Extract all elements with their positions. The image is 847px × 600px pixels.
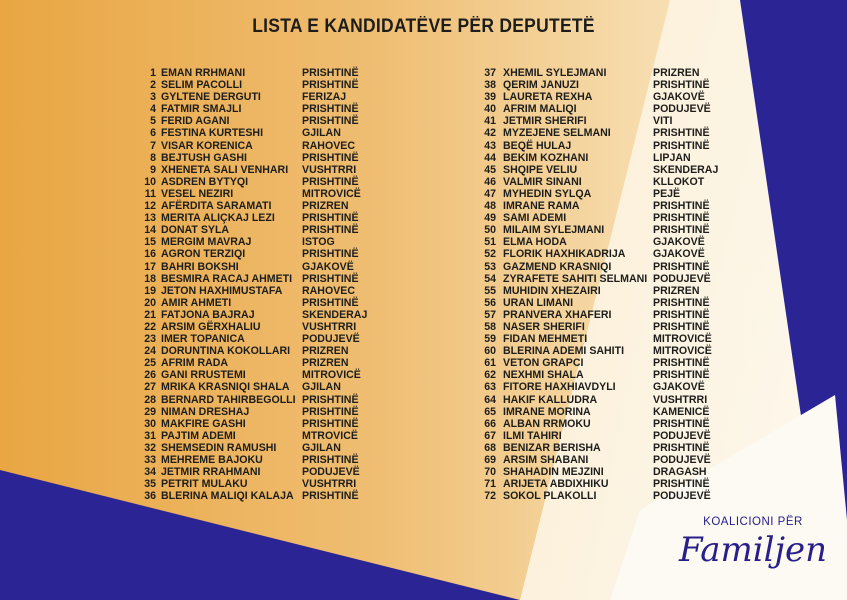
candidate-number: 20 — [144, 296, 156, 309]
candidate-number: 64 — [484, 393, 496, 406]
candidate-row — [470, 478, 710, 490]
candidate-row — [470, 321, 710, 333]
candidate-row — [470, 454, 710, 466]
candidate-row — [470, 442, 710, 454]
candidate-name: AGRON TERZIQI — [161, 248, 246, 261]
candidate-city: MTROVICË — [302, 429, 358, 442]
candidate-city: DRAGASH — [653, 466, 707, 479]
candidate-city: PODUJEVË — [302, 333, 360, 346]
candidate-row — [470, 188, 710, 200]
candidate-name: XHENETA SALI VENHARI — [161, 163, 289, 176]
candidate-row — [130, 79, 370, 91]
candidate-number: 22 — [144, 320, 156, 333]
candidate-city: MITROVICË — [653, 333, 712, 346]
candidate-number: 6 — [150, 127, 156, 140]
candidate-row — [470, 357, 710, 369]
candidate-number: 2 — [150, 79, 156, 92]
candidate-number: 68 — [484, 441, 496, 454]
candidate-row — [130, 394, 370, 406]
candidate-number: 59 — [484, 333, 496, 346]
candidate-name: GYLTENE DERGUTI — [161, 91, 261, 104]
candidate-row — [470, 406, 710, 418]
candidate-name: NASER SHERIFI — [503, 320, 585, 333]
candidate-row — [470, 273, 710, 285]
candidate-name: FITORE HAXHIAVDYLI — [503, 381, 616, 394]
candidate-number: 52 — [484, 248, 496, 261]
candidate-number: 54 — [484, 272, 496, 285]
candidate-city: PRISHTINË — [302, 67, 359, 79]
candidate-row — [130, 285, 370, 297]
candidate-number: 53 — [484, 260, 496, 273]
candidate-city: PRISHTINË — [653, 212, 710, 225]
candidate-name: JETON HAXHIMUSTAFA — [161, 284, 283, 297]
candidate-row — [130, 115, 370, 127]
candidate-city: PRISHTINË — [653, 139, 710, 152]
candidate-name: MERITA ALIÇKAJ LEZI — [161, 212, 275, 225]
candidate-row — [130, 236, 370, 248]
candidate-row — [470, 394, 710, 406]
candidate-city: LIPJAN — [653, 151, 691, 164]
candidate-number: 24 — [144, 345, 156, 358]
candidate-name: MERGIM MAVRAJ — [161, 236, 252, 249]
candidate-city: PRISHTINË — [302, 224, 359, 237]
candidate-row — [470, 67, 710, 79]
candidate-name: NIMAN DRESHAJ — [161, 405, 250, 418]
candidate-number: 47 — [484, 187, 496, 200]
candidate-name: MILAIM SYLEJMANI — [503, 224, 605, 237]
candidate-city: PRISHTINË — [302, 272, 359, 285]
candidate-city: ISTOG — [302, 236, 335, 249]
candidate-name: PETRIT MULAKU — [161, 478, 248, 491]
candidate-number: 4 — [150, 103, 156, 116]
candidate-name: MYHEDIN SYLQA — [503, 187, 592, 200]
candidate-city: KLLOKOT — [653, 175, 705, 188]
candidate-city: PRISHTINË — [653, 224, 710, 237]
candidate-number: 18 — [144, 272, 156, 285]
candidate-name: BLERINA ADEMI SAHITI — [503, 345, 625, 358]
candidate-city: PRISHTINË — [653, 308, 710, 321]
candidate-row — [470, 381, 710, 393]
candidate-city: PRIZREN — [653, 284, 700, 297]
candidate-name: ARIJETA ABDIXHIKU — [503, 478, 609, 491]
candidate-row — [130, 140, 370, 152]
candidate-number: 29 — [144, 405, 156, 418]
candidate-row — [470, 333, 710, 345]
candidate-city: PODUJEVË — [302, 466, 360, 479]
candidate-name: ASDREN BYTYQI — [161, 175, 249, 188]
candidate-number: 32 — [144, 441, 156, 454]
candidate-city: GJILAN — [302, 381, 341, 394]
candidate-number: 7 — [150, 139, 156, 152]
candidate-name: ZYRAFETE SAHITI SELMANI — [503, 272, 648, 285]
candidate-row — [470, 115, 710, 127]
candidate-row — [130, 309, 370, 321]
candidate-city: PRISHTINË — [302, 490, 359, 503]
candidate-row — [130, 273, 370, 285]
candidate-row — [470, 418, 710, 430]
candidate-city: GJILAN — [302, 441, 341, 454]
candidate-number: 34 — [144, 466, 156, 479]
candidate-number: 42 — [484, 127, 496, 140]
candidate-number: 37 — [484, 67, 496, 79]
candidate-row — [470, 236, 710, 248]
candidate-number: 46 — [484, 175, 496, 188]
candidate-name: SHAHADIN MEJZINI — [503, 466, 604, 479]
candidate-row — [130, 406, 370, 418]
candidate-name: PAJTIM ADEMI — [161, 429, 236, 442]
candidate-name: FESTINA KURTESHI — [161, 127, 264, 140]
candidate-number: 14 — [144, 224, 156, 237]
candidate-name: ILMI TAHIRI — [503, 429, 562, 442]
candidate-name: BEKIM KOZHANI — [503, 151, 589, 164]
candidate-row — [470, 103, 710, 115]
candidate-row — [130, 478, 370, 490]
candidate-name: XHEMIL SYLEJMANI — [503, 67, 607, 79]
candidate-number: 27 — [144, 381, 156, 394]
candidate-city: PRISHTINË — [653, 200, 710, 213]
candidate-city: PRISHTINË — [653, 357, 710, 370]
candidate-row — [470, 152, 710, 164]
candidate-city: PRISHTINË — [653, 417, 710, 430]
candidate-number: 65 — [484, 405, 496, 418]
candidate-name: DONAT SYLA — [161, 224, 230, 237]
candidate-number: 41 — [484, 115, 496, 128]
candidate-name: BESMIRA RACAJ AHMETI — [161, 272, 293, 285]
candidate-number: 45 — [484, 163, 496, 176]
candidate-number: 19 — [144, 284, 156, 297]
candidate-row — [470, 200, 710, 212]
candidate-row — [130, 103, 370, 115]
candidate-name: VALMIR SINANI — [503, 175, 582, 188]
candidate-number: 72 — [484, 490, 496, 503]
candidate-name: ARSIM GËRXHALIU — [161, 320, 261, 333]
candidate-number: 36 — [144, 490, 156, 503]
candidate-name: GANI RRUSTEMI — [161, 369, 246, 382]
candidate-city: PODUJEVË — [653, 454, 711, 466]
candidate-name: IMRANE RAMA — [503, 200, 580, 213]
candidate-row — [130, 200, 370, 212]
candidate-list-right — [470, 67, 719, 503]
candidate-city: PRIZREN — [302, 345, 349, 358]
candidate-city: SKENDERAJ — [302, 308, 368, 321]
candidate-number: 10 — [144, 175, 156, 188]
candidate-number: 12 — [144, 200, 156, 213]
candidate-row — [470, 248, 710, 260]
candidate-city: PRISHTINË — [302, 103, 359, 116]
candidate-number: 48 — [484, 200, 496, 213]
candidate-number: 43 — [484, 139, 496, 152]
candidate-name: IMRANE MORINA — [503, 405, 591, 418]
candidate-row — [130, 127, 370, 139]
candidate-city: PRISHTINË — [302, 115, 359, 128]
candidate-name: DORUNTINA KOKOLLARI — [161, 345, 291, 358]
candidate-row — [470, 345, 710, 357]
candidate-row — [130, 67, 370, 79]
candidate-row — [130, 357, 370, 369]
candidate-row — [130, 442, 370, 454]
candidate-name: ARSIM SHABANI — [503, 454, 589, 466]
candidate-number: 63 — [484, 381, 496, 394]
candidate-row — [470, 212, 710, 224]
candidate-row — [130, 152, 370, 164]
candidate-number: 1 — [150, 67, 156, 79]
candidate-row — [470, 127, 710, 139]
candidate-city: MITROVICË — [653, 345, 712, 358]
candidate-row — [470, 297, 710, 309]
candidate-city: PRISHTINË — [653, 320, 710, 333]
candidate-number: 13 — [144, 212, 156, 225]
candidate-city: VUSHTRRI — [302, 163, 357, 176]
candidate-row — [470, 163, 719, 176]
candidate-row — [470, 430, 710, 442]
candidate-row — [130, 297, 370, 309]
candidate-number: 5 — [150, 115, 156, 128]
candidate-number: 9 — [150, 163, 156, 176]
candidate-number: 31 — [144, 429, 156, 442]
candidate-city: GJILAN — [302, 127, 341, 140]
candidate-row — [130, 176, 370, 188]
candidate-row — [470, 91, 710, 103]
candidate-name: FIDAN MEHMETI — [503, 333, 588, 346]
candidate-city: PRIZREN — [302, 200, 349, 213]
candidate-number: 30 — [144, 417, 156, 430]
candidate-city: GJAKOVË — [302, 260, 354, 273]
candidate-name: FATMIR SMAJLI — [161, 103, 242, 116]
candidate-name: SAMI ADEMI — [503, 212, 567, 225]
candidate-row — [130, 430, 370, 442]
candidate-city: PRISHTINË — [302, 212, 359, 225]
candidate-number: 69 — [484, 454, 496, 466]
candidate-row — [470, 490, 710, 502]
candidate-row — [470, 285, 710, 297]
candidate-name: VESEL NEZIRI — [161, 187, 234, 200]
candidate-name: NEXHMI SHALA — [503, 369, 584, 382]
candidate-name: MRIKA KRASNIQI SHALA — [161, 381, 290, 394]
candidate-name: SHEMSEDIN RAMUSHI — [161, 441, 277, 454]
page-title: LISTA E KANDIDATËVE PËR DEPUTETË — [252, 16, 595, 37]
candidate-city: PRISHTINË — [653, 296, 710, 309]
candidate-city: SKENDERAJ — [653, 163, 719, 176]
candidate-city: PRISHTINË — [653, 478, 710, 491]
candidate-row — [470, 224, 710, 236]
candidate-city: VUSHTRRI — [653, 393, 708, 406]
candidate-number: 40 — [484, 103, 496, 116]
candidate-city: VUSHTRRI — [302, 320, 357, 333]
candidate-name: PRANVERA XHAFERI — [503, 308, 612, 321]
logo-top-text: KOALICIONI PËR — [703, 516, 803, 528]
candidate-city: FERIZAJ — [302, 91, 347, 104]
candidate-number: 28 — [144, 393, 156, 406]
candidate-row — [470, 176, 710, 188]
candidate-name: MUHIDIN XHEZAIRI — [503, 284, 601, 297]
candidate-number: 17 — [144, 260, 156, 273]
candidate-row — [130, 345, 370, 357]
candidate-row — [130, 261, 370, 273]
candidate-city: PRIZREN — [302, 357, 349, 370]
candidate-name: QERIM JANUZI — [503, 79, 579, 92]
candidate-city: RAHOVEC — [302, 284, 355, 297]
candidate-number: 23 — [144, 333, 156, 346]
candidate-city: GJAKOVË — [653, 248, 705, 261]
candidate-city: PODUJEVË — [653, 429, 711, 442]
candidate-name: JETMIR SHERIFI — [503, 115, 587, 128]
candidate-row — [470, 309, 710, 321]
candidate-row — [130, 454, 370, 466]
candidate-number: 57 — [484, 308, 496, 321]
candidate-row — [130, 321, 370, 333]
candidate-row — [130, 369, 370, 381]
logo-main-text: Familjen — [678, 530, 828, 570]
candidate-number: 11 — [144, 187, 156, 200]
candidate-name: FLORIK HAXHIKADRIJA — [503, 248, 626, 261]
candidate-row — [130, 188, 370, 200]
candidate-city: VUSHTRRI — [302, 478, 357, 491]
candidate-city: MITROVICË — [302, 187, 361, 200]
candidate-number: 44 — [484, 151, 496, 164]
candidate-name: VETON GRAPCI — [503, 357, 584, 370]
candidate-row — [470, 79, 710, 91]
candidate-number: 56 — [484, 296, 496, 309]
candidate-name: FERID AGANI — [161, 115, 230, 128]
candidate-name: HAKIF KALLUDRA — [503, 393, 598, 406]
candidate-row — [130, 381, 370, 393]
candidate-city: PRISHTINË — [653, 369, 710, 382]
candidate-name: VISAR KORENICA — [161, 139, 253, 152]
candidate-city: PRIZREN — [653, 67, 700, 79]
candidate-name: AFRIM MALIQI — [503, 103, 577, 116]
candidate-name: SOKOL PLAKOLLI — [503, 490, 597, 503]
candidate-number: 55 — [484, 284, 496, 297]
candidate-name: MYZEJENE SELMANI — [503, 127, 611, 140]
candidate-number: 62 — [484, 369, 496, 382]
candidate-city: PRISHTINË — [302, 393, 359, 406]
candidate-name: SHQIPE VELIU — [503, 163, 578, 176]
candidate-number: 33 — [144, 454, 156, 466]
candidate-number: 60 — [484, 345, 496, 358]
candidate-row — [130, 333, 370, 345]
candidate-name: BLERINA MALIQI KALAJA — [161, 490, 294, 503]
candidate-city: PRISHTINË — [653, 127, 710, 140]
candidate-row — [470, 369, 710, 381]
candidate-name: EMAN RRHMANI — [161, 67, 246, 79]
candidate-city: KAMENICË — [653, 405, 710, 418]
candidate-row — [130, 248, 370, 260]
candidate-number: 8 — [150, 151, 156, 164]
candidate-row — [130, 91, 370, 103]
candidate-number: 26 — [144, 369, 156, 382]
candidate-number: 66 — [484, 417, 496, 430]
candidate-city: GJAKOVË — [653, 381, 705, 394]
candidate-number: 70 — [484, 466, 496, 479]
candidate-name: GAZMEND KRASNIQI — [503, 260, 612, 273]
candidate-name: ALBAN RRMOKU — [503, 417, 591, 430]
candidate-city: PRISHTINË — [653, 79, 710, 92]
candidate-city: PODUJEVË — [653, 272, 711, 285]
candidate-row — [130, 466, 370, 478]
candidate-city: PODUJEVË — [653, 103, 711, 116]
candidate-name: BAHRI BOKSHI — [161, 260, 239, 273]
candidate-name: SELIM PACOLLI — [161, 79, 243, 92]
candidate-row — [130, 418, 370, 430]
candidate-number: 71 — [484, 478, 496, 491]
candidate-list-left — [130, 67, 370, 502]
candidate-row — [130, 164, 370, 176]
candidate-number: 15 — [144, 236, 156, 249]
candidate-number: 67 — [484, 429, 496, 442]
candidate-city: PRISHTINË — [302, 151, 359, 164]
candidate-name: LAURETA REXHA — [503, 91, 593, 104]
candidate-city: GJAKOVË — [653, 236, 705, 249]
candidate-city: VITI — [653, 115, 673, 128]
candidate-name: URAN LIMANI — [503, 296, 574, 309]
candidate-number: 51 — [484, 236, 496, 249]
candidate-number: 21 — [144, 308, 156, 321]
candidate-name: BERNARD TAHIRBEGOLLI — [161, 393, 296, 406]
candidate-city: PRISHTINË — [302, 79, 359, 92]
candidate-number: 58 — [484, 320, 496, 333]
candidate-name: JETMIR RRAHMANI — [161, 466, 261, 479]
candidate-city: PRISHTINË — [302, 248, 359, 261]
candidate-city: GJAKOVË — [653, 91, 705, 104]
candidate-name: MAKFIRE GASHI — [161, 417, 246, 430]
candidate-row — [470, 261, 710, 273]
candidate-name: IMER TOPANICA — [161, 333, 245, 346]
candidate-row — [130, 490, 370, 502]
candidate-name: BEQË HULAJ — [503, 139, 572, 152]
candidate-name: AMIR AHMETI — [161, 296, 232, 309]
candidate-number: 50 — [484, 224, 496, 237]
candidate-city: PRISHTINË — [302, 405, 359, 418]
candidate-number: 38 — [484, 79, 496, 92]
candidate-name: BENIZAR BERISHA — [503, 441, 601, 454]
candidate-number: 25 — [144, 357, 156, 370]
candidate-row — [470, 466, 710, 478]
candidate-city: PRISHTINË — [653, 441, 710, 454]
candidate-city: MITROVICË — [302, 369, 361, 382]
candidate-row — [130, 224, 370, 236]
candidate-name: MEHREME BAJOKU — [161, 454, 263, 466]
candidate-number: 3 — [150, 91, 156, 104]
candidate-row — [130, 212, 370, 224]
candidate-city: PRISHTINË — [653, 260, 710, 273]
coalition-logo — [678, 500, 838, 592]
candidate-name: FATJONA BAJRAJ — [161, 308, 255, 321]
candidate-city: RAHOVEC — [302, 139, 355, 152]
candidate-city: PODUJEVË — [653, 490, 711, 503]
candidate-name: ELMA HODA — [503, 236, 567, 249]
candidate-city: PRISHTINË — [302, 417, 359, 430]
candidate-number: 35 — [144, 478, 156, 491]
candidate-city: PRISHTINË — [302, 454, 359, 466]
candidate-number: 39 — [484, 91, 496, 104]
candidate-number: 61 — [484, 357, 496, 370]
candidate-name: AFËRDITA SARAMATI — [161, 200, 272, 213]
candidate-name: BEJTUSH GASHI — [161, 151, 247, 164]
candidate-number: 16 — [144, 248, 156, 261]
candidate-name: AFRIM RADA — [161, 357, 229, 370]
candidate-city: PEJË — [653, 187, 681, 200]
candidate-city: PRISHTINË — [302, 296, 359, 309]
candidate-number: 49 — [484, 212, 496, 225]
candidate-city: PRISHTINË — [302, 175, 359, 188]
candidate-row — [470, 140, 710, 152]
